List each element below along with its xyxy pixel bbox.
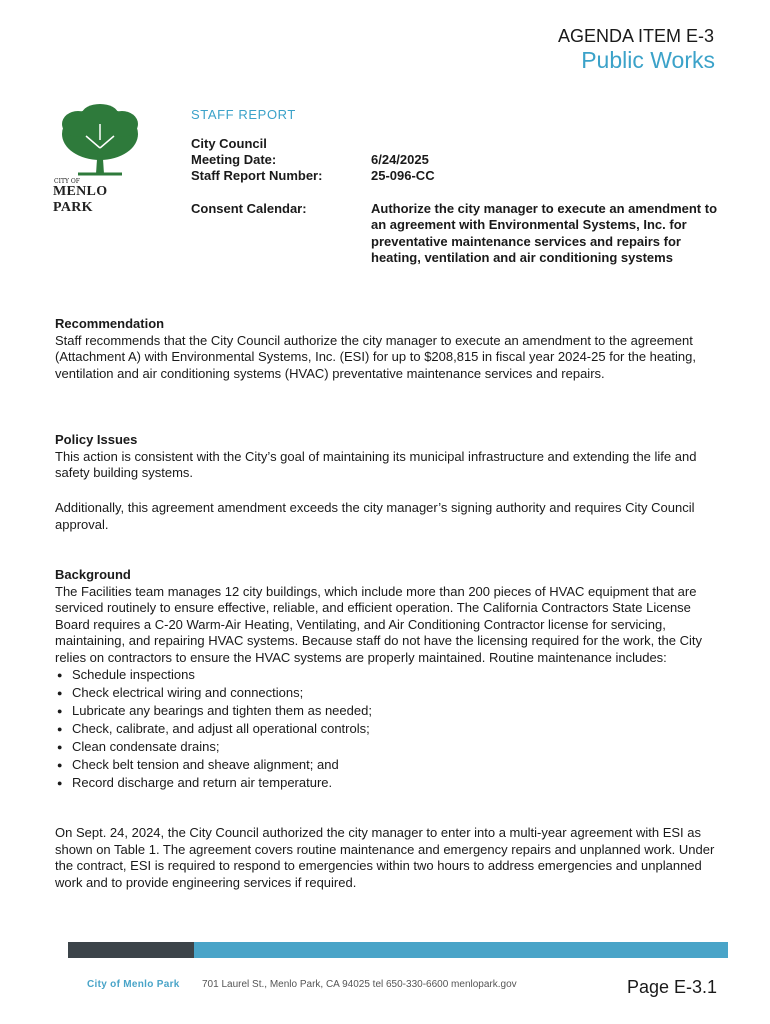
- staff-report-label: STAFF REPORT: [191, 107, 296, 122]
- bullet-icon: ●: [57, 760, 63, 770]
- recommendation-section: [55, 316, 720, 382]
- department-title: Public Works: [581, 47, 715, 73]
- list-item: ● Lubricate any bearings and tighten them as needed;: [57, 703, 372, 718]
- bullet-icon: ●: [57, 706, 63, 716]
- footer-city-name: City of Menlo Park: [87, 979, 180, 990]
- bullet-icon: ●: [57, 742, 63, 752]
- page-number: Page E-3.1: [627, 977, 718, 997]
- recommendation-heading: Recommendation: [55, 316, 165, 331]
- background-section: [55, 567, 720, 792]
- recommendation-text: Staff recommends that the City Council authorize the city manager to execute an amendment to the agreement (Attachment A) with Environmental Systems, Inc. (ESI) for up to $208,815 in fiscal year 2024-25 for the heating, ventilation and air conditioning systems (HVAC) preventative maintenance services and repairs.: [55, 332, 696, 381]
- footer-bar-dark: [68, 942, 194, 958]
- policy-section: [55, 432, 720, 482]
- logo-city-of: CITY OF: [54, 178, 80, 185]
- list-item: ● Clean condensate drains;: [57, 739, 220, 754]
- meeting-date-label: Meeting Date:: [191, 152, 277, 167]
- logo-menlo-park: MENLO PARK: [53, 184, 108, 215]
- list-item: ● Check belt tension and sheave alignment; and: [57, 757, 339, 772]
- oak-tree-icon: [58, 104, 142, 178]
- policy-heading: Policy Issues: [55, 432, 138, 447]
- bullet-icon: ●: [57, 688, 63, 698]
- maintenance-list: [55, 666, 720, 792]
- background-section-2: [55, 825, 720, 891]
- background-text-2: On Sept. 24, 2024, the City Council authorized the city manager to enter into a multi-year agreement with ESI as shown on Table 1. The agreement covers routine maintenance and emergency repairs and unplanned work. Under the contract, ESI is required to respond to emergencies within two hours to address emergencies and unplanned work and to provide engineering services if required.: [55, 825, 715, 890]
- policy-text: This action is consistent with the City’s goal of maintaining its municipal infrastructure and extending the life and safety building systems.: [55, 448, 697, 480]
- list-item: ● Record discharge and return air temperature.: [57, 775, 333, 790]
- list-item: ● Schedule inspections: [57, 667, 195, 682]
- city-logo: [50, 102, 150, 215]
- list-item: ● Check, calibrate, and adjust all operational controls;: [57, 721, 370, 736]
- policy-section-2: [55, 500, 720, 533]
- bullet-icon: ●: [57, 670, 63, 680]
- bullet-icon: ●: [57, 724, 63, 734]
- report-number-value: 25-096-CC: [371, 168, 435, 183]
- footer-address: 701 Laurel St., Menlo Park, CA 94025 tel 650-330-6600 menlopark.gov: [202, 979, 517, 990]
- agenda-item-label: AGENDA ITEM E-3: [557, 26, 714, 46]
- report-number-label: Staff Report Number:: [191, 168, 323, 183]
- footer-bar-accent: [194, 942, 728, 958]
- background-text: The Facilities team manages 12 city buildings, which include more than 200 pieces of HVAC equipment that are serviced routinely to ensure effective, reliable, and efficient operation. The California Contractors State License Board requires a C-20 Warm-Air Heating, Ventilating, and Air Conditioning Contractor license for servicing, maintaining, and repairing HVAC systems. Because staff do not have the licensing required for the work, the City relies on contractors to ensure the HVAC systems are properly maintained. Routine maintenance includes:: [55, 583, 702, 665]
- meeting-date-value: 6/24/2025: [371, 152, 429, 167]
- consent-calendar-text: Authorize the city manager to execute an amendment to an agreement with Environmental Systems, Inc. for preventative maintenance services and repairs for heating, ventilation and air conditioning systems: [371, 201, 718, 265]
- body-label: City Council: [191, 136, 267, 151]
- list-item: ● Check electrical wiring and connections;: [57, 685, 304, 700]
- bullet-icon: ●: [57, 778, 63, 788]
- consent-calendar-label: Consent Calendar:: [191, 201, 307, 216]
- policy-text-2: Additionally, this agreement amendment exceeds the city manager’s signing authority and requires City Council approval.: [55, 500, 695, 532]
- background-heading: Background: [55, 567, 131, 582]
